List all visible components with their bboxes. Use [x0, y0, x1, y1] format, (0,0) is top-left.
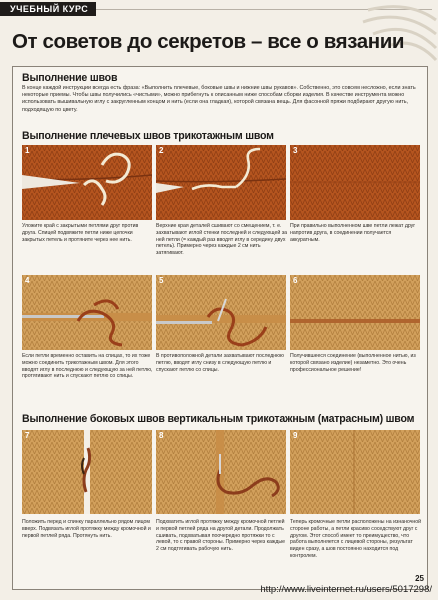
step-caption-6: Получившееся соединение (выполненное нитью, из которой связано изделие) незаметно. Это очень профессиональное решение! [290, 353, 416, 373]
step-number: 9 [293, 431, 298, 440]
step-caption-7: Положить перед и спинку параллельно рядом лицом вверх. Подвязать иглой протяжку между кромочной и первой петлей ряда. Протянуть нить. [22, 519, 151, 539]
step-photo-9 [290, 430, 420, 514]
step-number: 2 [159, 146, 164, 155]
course-label: УЧЕБНЫЙ КУРС [0, 2, 96, 16]
page-title: От советов до секретов – все о вязании [12, 30, 405, 53]
step-caption-4: Если петли временно оставить на спицах, то их тоже можно соединить трикотажным швом. Для этого вводят иглу в последнюю и следующую за ней петлю, протягивают нить и спускают петлю со спицы. [22, 353, 153, 380]
step-caption-5: В противоположной детали захватывают последнюю петлю, вводят иглу снизу в следующую петлю и спускают петлю со спицы. [156, 353, 284, 373]
step-number: 8 [159, 431, 164, 440]
step-caption-8: Подхватить иглой протяжку между кромочной петлей и первой петлей ряда на другой детали. Продолжать сшивать, подхватывая поочередно протяжки то с левой, то с правой стороны. Примерно через каждые 2 см подтягивать рабочую нить. [156, 519, 285, 553]
step-photo-7 [22, 430, 152, 514]
step-photo-2 [156, 145, 286, 220]
step-number: 6 [293, 276, 298, 285]
step-number: 4 [25, 276, 30, 285]
section-title-shoulder: Выполнение плечевых швов трикотажным швом [22, 130, 274, 142]
intro-paragraph: В конце каждой инструкции всегда есть фраза: «Выполнить плечевые, боковые швы и нижние швы рукавов». Собственно, это совсем несложно, если знать некоторые приемы. Чтобы швы получились «чистыми», можно прибегнуть к описанным ниже способам сборки изделия. В качестве инструмента можно использовать вышивальную иглу с закругленным концом и нить (если она гладкая), которой связана вещь. Для фасонной пряжи подбирают другую нить, подходящую по цвету. [22, 85, 416, 113]
step-caption-1: Уложите край с закрытыми петлями друг против друга. Спицей подвяжите петли ниже цепочки закрытых петель и протяните через нее нить. [22, 223, 139, 243]
section-title-seams: Выполнение швов [22, 72, 118, 84]
step-photo-4 [22, 275, 152, 350]
step-photo-5 [156, 275, 286, 350]
step-photo-1 [22, 145, 152, 220]
page-number: 25 [415, 574, 424, 583]
step-number: 1 [25, 146, 30, 155]
step-photo-6 [290, 275, 420, 350]
step-caption-9: Теперь кромочные петли расположены на изнаночной стороне работы, а петли красиво соседствуют друг с другом. Этот способ имеет то преимущество, что работа выполняется с лицевой стороны, результат виден сразу, а шов постоянно находится под контролем. [290, 519, 422, 559]
step-caption-2: Верхние края деталей сшивают со смещением, т. е. захватывают иглой стенки последней и следующей за ней петли (= каждый раз вводят иглу в середину двух петель). Примерно через каждые 2 см нить затягивают. [156, 223, 288, 257]
step-caption-3: При правильно выполненном шве петли лежат друг напротив друга, в соединении получается аккуратным. [290, 223, 416, 243]
source-url[interactable]: http://www.liveinternet.ru/users/5017298/ [260, 584, 432, 595]
step-number: 7 [25, 431, 30, 440]
section-title-side: Выполнение боковых швов вертикальным трикотажным (матрасным) швом [22, 413, 415, 425]
step-number: 3 [293, 146, 298, 155]
step-photo-3 [290, 145, 420, 220]
step-number: 5 [159, 276, 164, 285]
step-photo-8 [156, 430, 286, 514]
